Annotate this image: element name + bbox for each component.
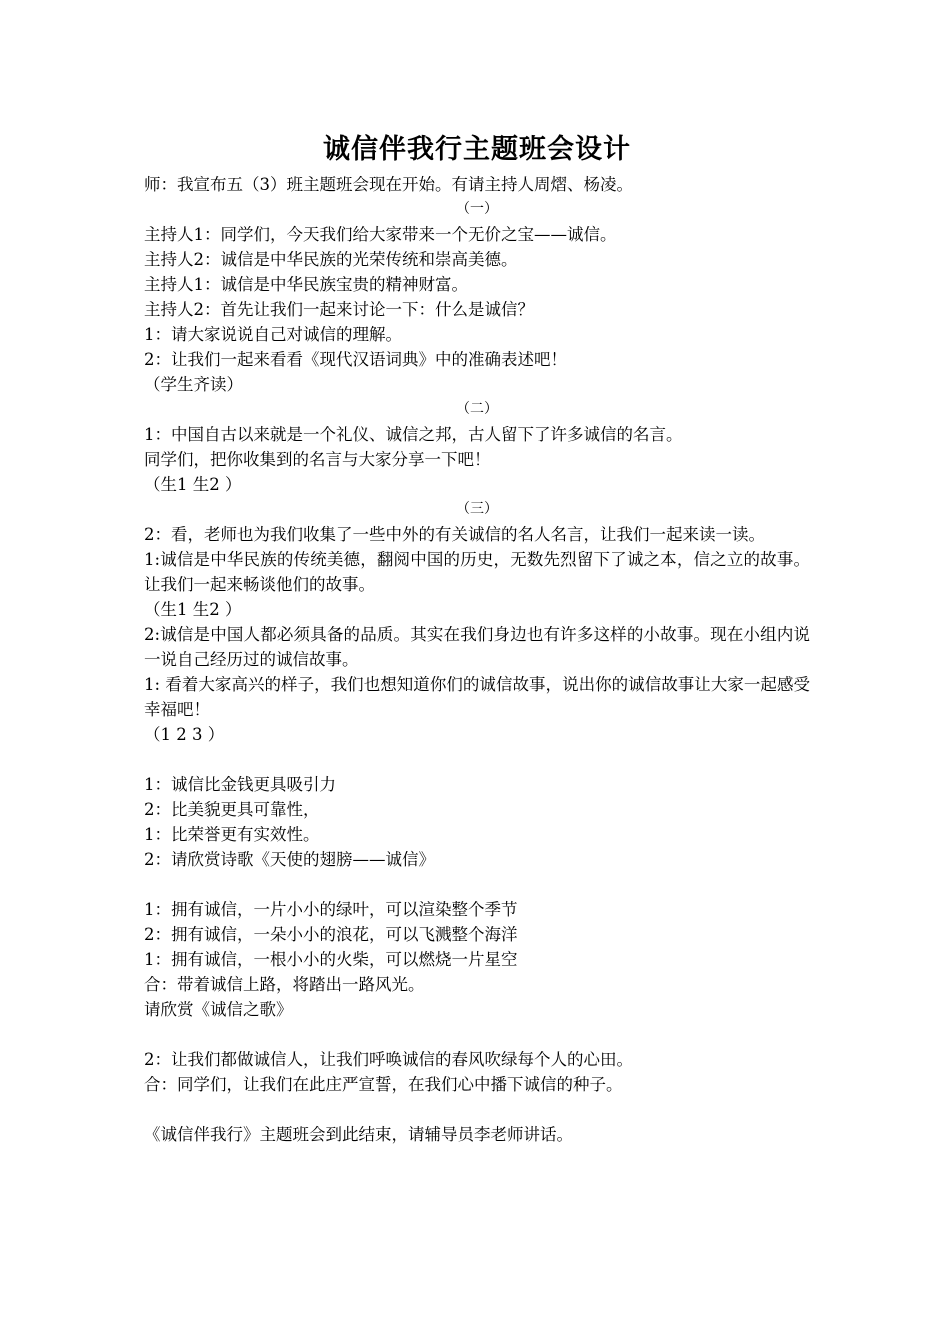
paragraph: （1 2 3 ）	[144, 725, 225, 744]
paragraph: 主持人2：诚信是中华民族的光荣传统和崇高美德。	[144, 250, 518, 269]
paragraph: 合：同学们，让我们在此庄严宣誓，在我们心中播下诚信的种子。	[144, 1075, 623, 1094]
paragraph: 1：比荣誉更有实效性。	[144, 825, 320, 844]
paragraph: 1: 看着大家高兴的样子，我们也想知道你们的诚信故事，说出你的诚信故事让大家一起感受幸福吧！	[144, 675, 810, 719]
document-title: 诚信伴我行主题班会设计	[323, 134, 631, 165]
blank-line	[144, 1022, 810, 1047]
paragraph: 主持人1：诚信是中华民族宝贵的精神财富。	[144, 275, 468, 294]
paragraph: 主持人1：同学们，今天我们给大家带来一个无价之宝——诚信。	[144, 225, 617, 244]
paragraph: 2：让我们都做诚信人，让我们呼唤诚信的春风吹绿每个人的心田。	[144, 1050, 633, 1069]
paragraph: 1：请大家说说自己对诚信的理解。	[144, 325, 402, 344]
paragraph: 2：请欣赏诗歌《天使的翅膀——诚信》	[144, 850, 435, 869]
section-marker: （二）	[456, 401, 498, 417]
paragraph: 主持人2：首先让我们一起来讨论一下：什么是诚信？	[144, 300, 534, 319]
paragraph: 同学们，把你收集到的名言与大家分享一下吧！	[144, 450, 491, 469]
paragraph: 2：比美貌更具可靠性，	[144, 800, 320, 819]
paragraph: （生1 生2 ）	[144, 475, 242, 494]
paragraph: 1：诚信比金钱更具吸引力	[144, 775, 336, 794]
section-marker: （三）	[456, 501, 498, 517]
paragraph: 师：我宣布五（3）班主题班会现在开始。有请主持人周熠、杨凌。	[144, 175, 633, 194]
blank-line	[144, 1097, 810, 1122]
blank-line	[144, 872, 810, 897]
document-page	[144, 128, 810, 1147]
paragraph: 2：拥有诚信，一朵小小的浪花，可以飞溅整个海洋	[144, 925, 518, 944]
paragraph: 《诚信伴我行》主题班会到此结束，请辅导员李老师讲话。	[144, 1125, 573, 1144]
paragraph: 1：拥有诚信，一根小小的火柴，可以燃烧一片星空	[144, 950, 518, 969]
paragraph: 合：带着诚信上路，将踏出一路风光。	[144, 975, 425, 994]
paragraph: 1:诚信是中华民族的传统美德，翻阅中国的历史，无数先烈留下了诚之本，信之立的故事。让我们一起来畅谈他们的故事。	[144, 550, 810, 594]
paragraph: （生1 生2 ）	[144, 600, 242, 619]
paragraph: 请欣赏《诚信之歌》	[144, 1000, 293, 1019]
paragraph: （学生齐读）	[144, 375, 243, 394]
paragraph: 1：中国自古以来就是一个礼仪、诚信之邦，古人留下了许多诚信的名言。	[144, 425, 683, 444]
blank-line	[144, 747, 810, 772]
paragraph: 2:诚信是中国人都必须具备的品质。其实在我们身边也有许多这样的小故事。现在小组内说一说自己经历过的诚信故事。	[144, 625, 810, 669]
paragraph: 1：拥有诚信，一片小小的绿叶，可以渲染整个季节	[144, 900, 518, 919]
paragraph: 2：让我们一起来看看《现代汉语词典》中的准确表述吧！	[144, 350, 567, 369]
paragraph: 2：看，老师也为我们收集了一些中外的有关诚信的名人名言，让我们一起来读一读。	[144, 525, 765, 544]
section-marker: （一）	[456, 201, 498, 217]
